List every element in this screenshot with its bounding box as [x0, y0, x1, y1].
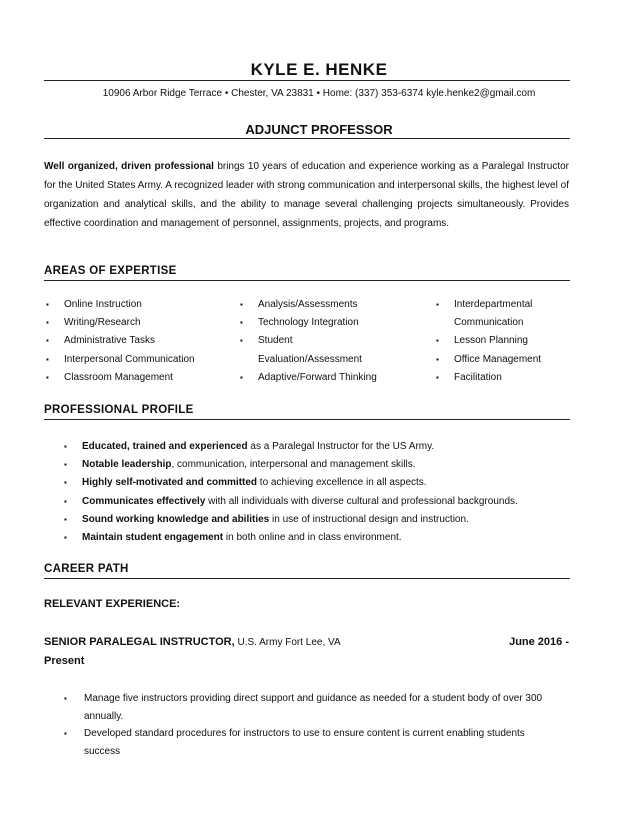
- job-title: SENIOR PARALEGAL INSTRUCTOR,: [44, 636, 235, 648]
- bullet-icon: ▪: [46, 318, 49, 328]
- list-item: ▪ Technology Integration: [240, 314, 405, 332]
- summary-lead: Well organized, driven professional: [44, 161, 214, 172]
- bullet-icon: ▪: [240, 336, 243, 346]
- bullet-icon: ▪: [436, 372, 439, 382]
- objective-title: ADJUNCT PROFESSOR: [245, 122, 393, 137]
- bullet-icon: ▪: [46, 354, 49, 364]
- bullet-icon: ▪: [46, 336, 49, 346]
- job-entry: [44, 636, 569, 667]
- bullet-icon: ▪: [64, 533, 67, 543]
- career-rule: [44, 578, 570, 579]
- expertise-column-1: [46, 296, 226, 387]
- list-item: ▪ Lesson Planning: [436, 332, 586, 350]
- list-item: ▪ Communicates effectively with all individuals with diverse cultural and professional backgrounds.: [64, 493, 584, 511]
- profile-rule: [44, 419, 570, 420]
- list-item: ▪ Sound working knowledge and abilities in use of instructional design and instruction.: [64, 511, 584, 529]
- list-item: ▪ Notable leadership, communication, interpersonal and management skills.: [64, 456, 584, 474]
- expertise-rule: [44, 280, 570, 281]
- expertise-column-3: [436, 296, 586, 387]
- expertise-heading: AREAS OF EXPERTISE: [44, 265, 177, 277]
- list-item: ▪ Developed standard procedures for instructors to use to ensure content is current enabling students success: [64, 725, 554, 760]
- list-item: ▪ Facilitation: [436, 369, 586, 387]
- objective-rule: [44, 138, 570, 139]
- bullet-icon: ▪: [240, 372, 243, 382]
- profile-list: [64, 438, 584, 547]
- bullet-icon: ▪: [46, 372, 49, 382]
- bullet-icon: ▪: [64, 694, 67, 703]
- candidate-name: KYLE E. HENKE: [250, 60, 388, 79]
- list-item: ▪ Student Evaluation/Assessment: [240, 332, 368, 368]
- job-duties: [64, 690, 574, 760]
- bullet-icon: ▪: [64, 478, 67, 488]
- list-item: ▪ Writing/Research: [46, 314, 226, 332]
- bullet-icon: ▪: [436, 300, 439, 309]
- bullet-icon: ▪: [64, 729, 67, 738]
- summary-paragraph: [44, 157, 569, 233]
- bullet-icon: ▪: [64, 460, 67, 470]
- bullet-icon: ▪: [240, 318, 243, 328]
- list-item: ▪ Highly self-motivated and committed to achieving excellence in all aspects.: [64, 474, 584, 492]
- relevant-experience-heading: RELEVANT EXPERIENCE:: [44, 598, 181, 610]
- list-item: ▪ Office Management: [436, 351, 586, 369]
- list-item: ▪ Online Instruction: [46, 296, 226, 314]
- list-item: ▪ Maintain student engagement in both online and in class environment.: [64, 529, 584, 547]
- list-item: ▪ Manage five instructors providing direct support and guidance as needed for a student body of over 300 annually.: [64, 690, 574, 725]
- contact-line: 10906 Arbor Ridge Terrace • Chester, VA 23831 • Home: (337) 353-6374 kyle.henke2@gmail.com: [102, 88, 536, 99]
- list-item: ▪ Educated, trained and experienced as a Paralegal Instructor for the US Army.: [64, 438, 584, 456]
- expertise-column-2: [240, 296, 405, 387]
- list-item: ▪ Interpersonal Communication: [46, 351, 226, 369]
- header-rule: [44, 80, 570, 81]
- bullet-icon: ▪: [46, 300, 49, 309]
- bullet-icon: ▪: [64, 496, 67, 506]
- bullet-icon: ▪: [240, 300, 243, 309]
- profile-heading: PROFESSIONAL PROFILE: [44, 404, 194, 416]
- list-item: ▪ Adaptive/Forward Thinking: [240, 369, 405, 387]
- list-item: ▪ Interdepartmental Communication: [436, 296, 564, 332]
- bullet-icon: ▪: [436, 336, 439, 346]
- list-item: ▪ Analysis/Assessments: [240, 296, 405, 314]
- list-item: ▪ Administrative Tasks: [46, 332, 226, 350]
- bullet-icon: ▪: [436, 354, 439, 364]
- career-heading: CAREER PATH: [44, 563, 129, 575]
- job-date: June 2016 -: [509, 636, 569, 648]
- job-organization: U.S. Army Fort Lee, VA: [234, 637, 341, 648]
- summary-body: brings 10 years of education and experience working as a Paralegal Instructor for the United States Army. A recognized leader with strong communication and interpersonal skills, the highest level of organization and analytical skills, and the ability to manage several challenging projects simultaneously. Provides effective coordination and management of personnel, assignments, projects, and programs.: [44, 161, 569, 229]
- list-item: ▪ Classroom Management: [46, 369, 226, 387]
- bullet-icon: ▪: [64, 442, 67, 451]
- bullet-icon: ▪: [64, 514, 67, 524]
- job-date-end: Present: [44, 655, 85, 667]
